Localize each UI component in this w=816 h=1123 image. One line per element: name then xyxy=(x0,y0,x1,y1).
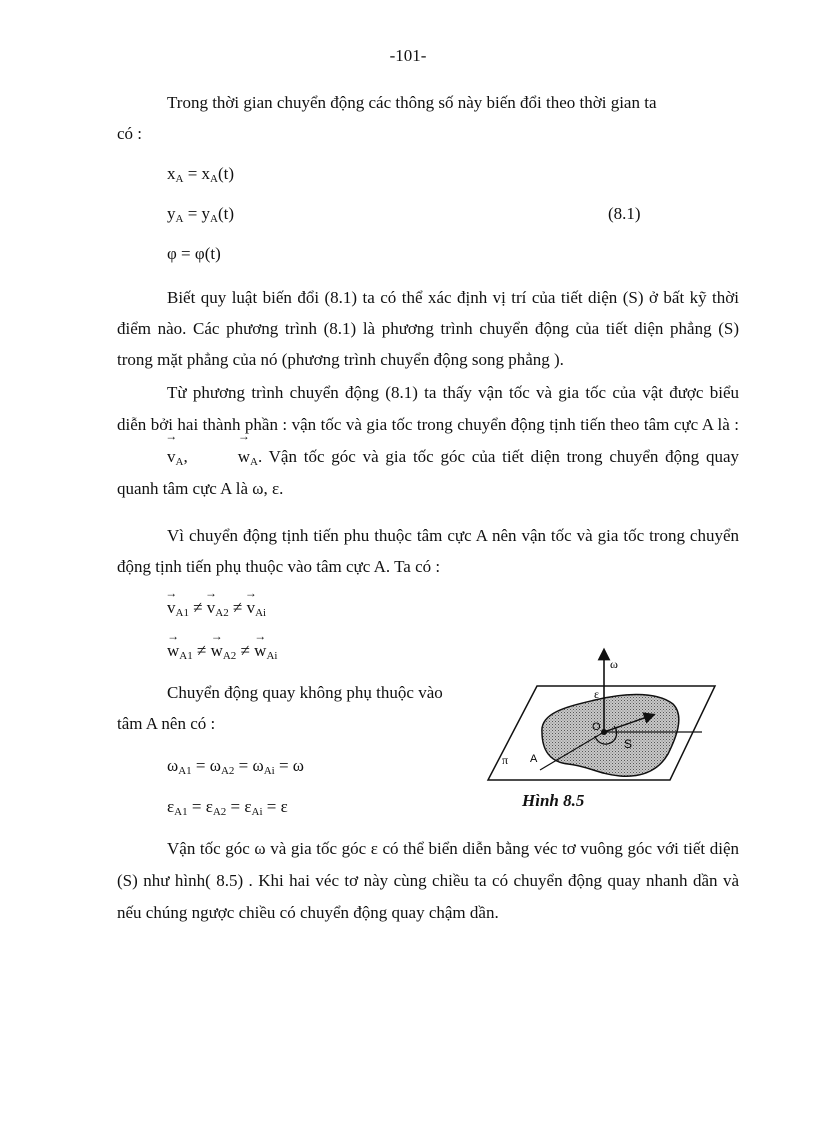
omega-2: ω xyxy=(209,756,221,775)
ineq-w-ne-1: ≠ xyxy=(192,641,211,660)
ineq-w-2: → w xyxy=(211,641,223,661)
eq-y-mid-sub: A xyxy=(210,213,218,225)
eps-4: ε xyxy=(280,797,288,816)
eps-eq-1: = xyxy=(187,797,206,816)
omega-eq-3: = xyxy=(274,756,293,775)
eps-1: ε xyxy=(167,797,175,816)
vector-w-sub: A xyxy=(249,456,258,468)
label-o: O xyxy=(592,721,601,733)
paragraph-conclusion: Vận tốc góc ω và gia tốc góc ε có thể biển diễn bằng véc tơ vuông góc với tiết diện (S) như hình( 8.5) . Khi hai véc tơ này cùng chiều ta có chuyển động quay nhanh dần và nếu chúng ngược chiều có chuyển động quay chậm dần. xyxy=(117,839,739,922)
eps-3: ε xyxy=(244,797,252,816)
label-omega: ω xyxy=(610,657,618,671)
eps-sub-1: A1 xyxy=(174,806,188,818)
eps-sub-2: A2 xyxy=(212,806,227,818)
ineq-v-3: → v xyxy=(247,598,256,618)
omega-1: ω xyxy=(167,756,179,775)
ineq-w-1: → w xyxy=(167,641,179,661)
equation-epsilon xyxy=(167,797,288,817)
omega-sub-3: Ai xyxy=(263,765,275,777)
page-number: -101- xyxy=(389,46,427,65)
figure-caption: Hình 8.5 xyxy=(522,791,585,810)
eps-2: ε xyxy=(205,797,213,816)
paragraph-velocity xyxy=(117,377,739,505)
label-pi: π xyxy=(502,753,509,767)
eps-sub-3: Ai xyxy=(251,806,263,818)
p3-vectors xyxy=(117,447,258,466)
eq-x-mid-sub: A xyxy=(210,173,218,185)
inequality-w xyxy=(167,641,277,661)
eps-eq-2: = xyxy=(226,797,245,816)
vector-v-sub: A xyxy=(175,456,184,468)
eq-y-lhs: y xyxy=(167,204,176,223)
vector-w: → w xyxy=(188,441,250,473)
p3-before: Từ phương trình chuyển động (8.1) ta thấy vận tốc và gia tốc của vật được biểu diễn bởi hai thành phần : vận tốc và gia tốc trong chuyển động tịnh tiến theo tâm cực A là : xyxy=(117,383,739,434)
vector-v: → v xyxy=(117,441,176,473)
ineq-v-sub-1: A1 xyxy=(175,607,189,619)
paragraph-translation: Vì chuyển động tịnh tiến phu thuộc tâm cực A nên vận tốc và gia tốc trong chuyển động tịnh tiến phụ thuộc vào tâm cực A. Ta có : xyxy=(117,526,739,576)
omega-eq-1: = xyxy=(191,756,210,775)
eq-x-rhs: (t) xyxy=(218,164,235,183)
label-a: A xyxy=(530,753,538,765)
p3-after: . Vận tốc góc và gia tốc góc của tiết diện trong chuyển động quay quanh tâm cực A là ω, ε. xyxy=(117,447,739,498)
omega-4: ω xyxy=(292,756,304,775)
ineq-w-sub-3: Ai xyxy=(266,650,278,662)
omega-eq-2: = xyxy=(234,756,253,775)
equation-y xyxy=(167,204,234,224)
paragraph-rotation-line2: tâm A nên có : xyxy=(117,714,216,733)
figure-8-5 xyxy=(480,646,730,816)
equation-phi: φ = φ(t) xyxy=(167,244,221,263)
equation-x xyxy=(167,164,234,184)
eq-y-rhs: (t) xyxy=(218,204,235,223)
eq-x-mid: = x xyxy=(183,164,211,183)
p3-comma: , xyxy=(183,447,188,466)
eq-x-lhs-sub: A xyxy=(175,173,184,185)
omega-sub-1: A1 xyxy=(178,765,192,777)
ineq-w-ne-2: ≠ xyxy=(236,641,255,660)
equation-number: (8.1) xyxy=(608,204,641,223)
paragraph-rotation-line1: Chuyển động quay không phụ thuộc vào xyxy=(167,683,443,702)
omega-3: ω xyxy=(252,756,264,775)
label-epsilon: ε xyxy=(594,687,600,701)
ineq-v-ne-1: ≠ xyxy=(188,598,207,617)
ineq-v-1: → v xyxy=(167,598,176,618)
ineq-v-ne-2: ≠ xyxy=(228,598,247,617)
ineq-w-3: → w xyxy=(254,641,266,661)
ineq-v-sub-3: Ai xyxy=(255,607,267,619)
ineq-v-2: → v xyxy=(207,598,216,618)
eq-x-lhs: x xyxy=(167,164,176,183)
eq-y-mid: = y xyxy=(183,204,211,223)
ineq-w-sub-1: A1 xyxy=(179,650,193,662)
equation-omega xyxy=(167,756,304,776)
paragraph-intro-line1: Trong thời gian chuyển động các thông số này biến đổi theo thời gian ta xyxy=(167,93,657,112)
paragraph-law: Biết quy luật biến đổi (8.1) ta có thể xác định vị trí của tiết diện (S) ở bất kỹ thời điểm nào. Các phương trình (8.1) là phương trình chuyển động của tiết diện phẳng (S) trong mặt phẳng của nó (phương trình chuyển động song phẳng ). xyxy=(117,288,739,369)
eps-eq-3: = xyxy=(262,797,281,816)
paragraph-intro-line2: có : xyxy=(117,124,143,143)
ineq-w-sub-2: A2 xyxy=(222,650,237,662)
omega-sub-2: A2 xyxy=(220,765,235,777)
ineq-v-sub-2: A2 xyxy=(215,607,229,619)
inequality-v xyxy=(167,598,266,618)
label-s: S xyxy=(624,737,633,751)
eq-y-lhs-sub: A xyxy=(175,213,184,225)
